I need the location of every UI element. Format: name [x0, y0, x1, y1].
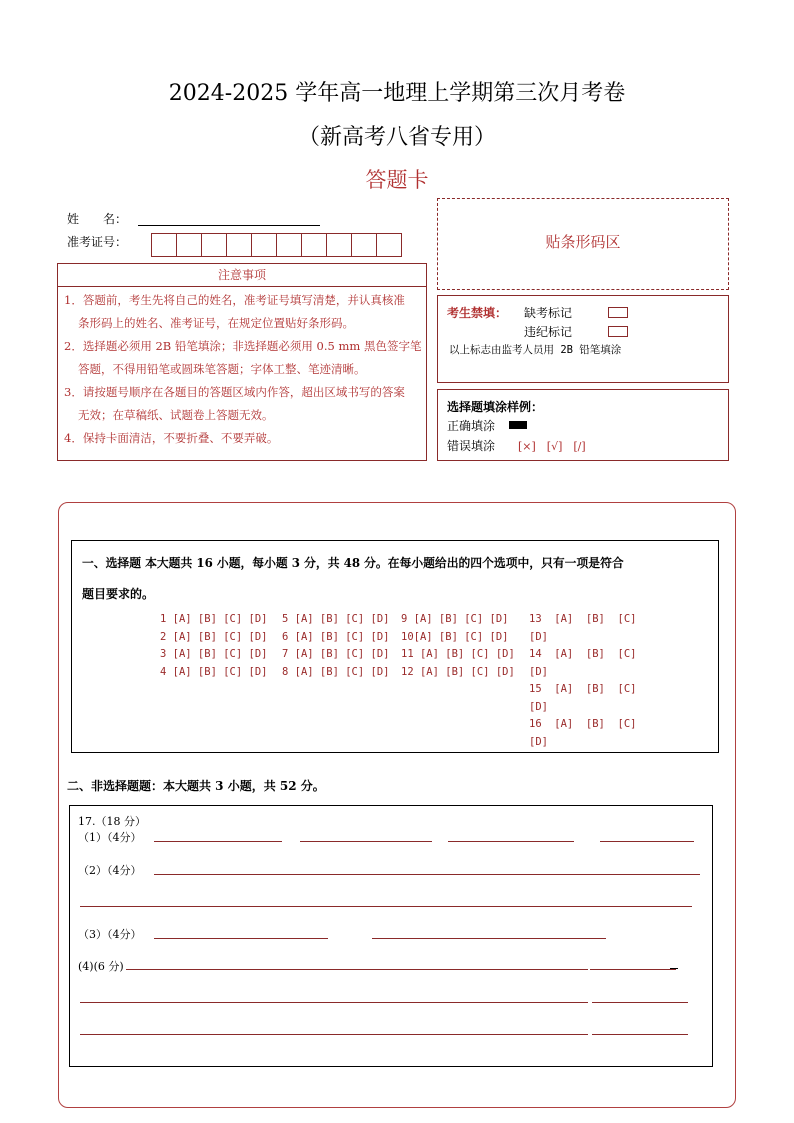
- correct-fill-mark: [509, 421, 527, 429]
- wrong-fill-label: 错误填涂: [447, 439, 496, 453]
- choice-row-q7[interactable]: 7 [A] [B] [C] [D]: [282, 648, 390, 660]
- choice-row-q14-d[interactable]: [D]: [529, 665, 548, 678]
- violation-checkbox[interactable]: [608, 326, 628, 337]
- choice-row-q2[interactable]: 2 [A] [B] [C] [D]: [160, 630, 268, 643]
- notice-item: 条形码上的姓名、准考证号，在规定位置贴好条形码。: [78, 316, 354, 330]
- choice-row-q16-d[interactable]: [D]: [529, 735, 548, 748]
- violation-label: 违纪标记: [524, 325, 573, 339]
- q17-part4-blank[interactable]: [592, 1002, 688, 1003]
- id-digit-box[interactable]: [176, 233, 202, 257]
- q17-box: [69, 805, 713, 1067]
- q17-part2-blank[interactable]: [80, 906, 692, 907]
- q17-part1-blank[interactable]: [154, 841, 282, 842]
- barcode-area: [437, 198, 729, 290]
- choice-row-q6[interactable]: 6 [A] [B] [C] [D]: [282, 630, 390, 643]
- notice-title: 注意事项: [57, 263, 427, 287]
- id-digit-box[interactable]: [201, 233, 227, 257]
- q17-part1-blank[interactable]: [448, 841, 574, 842]
- choice-row-q3[interactable]: 3 [A] [B] [C] [D]: [160, 648, 268, 660]
- id-digit-box[interactable]: [326, 233, 352, 257]
- wrong-fill-marks: [×] [√] [/]: [518, 440, 586, 453]
- id-digit-box[interactable]: [376, 233, 402, 257]
- nonchoice-section-title: 二、非选择题题：本大题共 3 小题，共 52 分。: [67, 779, 325, 793]
- q17-part4-blank[interactable]: [80, 1002, 588, 1003]
- q17-part4-blank[interactable]: [80, 1034, 588, 1035]
- exam-id-label: 准考证号：: [67, 235, 128, 249]
- forbidden-label: 考生禁填：: [447, 306, 508, 320]
- exam-id-boxes[interactable]: [151, 233, 401, 257]
- choice-row-q13[interactable]: 13 [A] [B] [C]: [529, 613, 637, 625]
- choice-row-q13-d[interactable]: [D]: [529, 630, 548, 643]
- q17-part4-blank[interactable]: [590, 969, 676, 970]
- correct-fill-label: 正确填涂: [447, 419, 496, 433]
- id-digit-box[interactable]: [351, 233, 377, 257]
- choice-column-4: [529, 611, 636, 751]
- choice-row-q16[interactable]: 16 [A] [B] [C]: [529, 718, 637, 730]
- forbidden-note: 以上标志由监考人员用 2B 铅笔填涂: [449, 344, 622, 356]
- choice-row-q14[interactable]: 14 [A] [B] [C]: [529, 648, 637, 660]
- choice-section: [71, 540, 719, 753]
- choice-section-title-cont: 题目要求的。: [82, 587, 155, 601]
- q17-part3-blank[interactable]: [372, 938, 606, 939]
- q17-part2-blank[interactable]: [154, 874, 700, 875]
- q17-part4-blank-end: [670, 968, 678, 969]
- choice-column-2: [282, 611, 389, 681]
- choice-row-q4[interactable]: 4 [A] [B] [C] [D]: [160, 665, 268, 678]
- choice-row-q12[interactable]: 12 [A] [B] [C] [D]: [401, 665, 515, 678]
- q17-part2-label: （2）（4分）: [78, 864, 142, 877]
- name-field[interactable]: [138, 225, 320, 226]
- exam-title: 2024-2025 学年高一地理上学期第三次月考卷: [168, 81, 626, 106]
- barcode-label: 贴条形码区: [545, 233, 621, 251]
- choice-row-q1[interactable]: 1 [A] [B] [C] [D]: [160, 613, 268, 625]
- absent-label: 缺考标记: [524, 306, 573, 320]
- q17-part3-blank[interactable]: [154, 938, 328, 939]
- choice-row-q10[interactable]: 10[A] [B] [C] [D]: [401, 630, 509, 643]
- q17-part1-blank[interactable]: [300, 841, 432, 842]
- choice-column-1: [160, 611, 267, 681]
- id-digit-box[interactable]: [301, 233, 327, 257]
- notice-item: 3．请按题号顺序在各题目的答题区域内作答，超出区域书写的答案: [64, 385, 405, 399]
- id-digit-box[interactable]: [226, 233, 252, 257]
- q17-part1-blank[interactable]: [600, 841, 694, 842]
- choice-column-3: [401, 611, 515, 681]
- choice-row-q15-d[interactable]: [D]: [529, 700, 548, 713]
- choice-row-q5[interactable]: 5 [A] [B] [C] [D]: [282, 613, 390, 625]
- choice-row-q9[interactable]: 9 [A] [B] [C] [D]: [401, 613, 509, 625]
- notice-item: 答题，不得用铅笔或圆珠笔答题；字体工整、笔迹清晰。: [78, 362, 366, 376]
- q17-part3-label: （3）（4分）: [78, 928, 142, 941]
- q17-part4-blank[interactable]: [126, 969, 588, 970]
- notice-item: 无效；在草稿纸、试题卷上答题无效。: [78, 408, 274, 422]
- choice-section-title: 一、选择题 本大题共 16 小题，每小题 3 分，共 48 分。在每小题给出的四个选项中，只有一项是符合: [82, 556, 624, 570]
- id-digit-box[interactable]: [251, 233, 277, 257]
- choice-row-q15[interactable]: 15 [A] [B] [C]: [529, 683, 637, 695]
- q17-part4-label: (4)(6 分): [78, 960, 124, 973]
- notice-item: 2．选择题必须用 2B 铅笔填涂；非选择题必须用 0.5 mm 黑色签字笔: [64, 339, 422, 353]
- q17-part4-blank[interactable]: [592, 1034, 688, 1035]
- notice-item: 1．答题前，考生先将自己的姓名，准考证号填写清楚，并认真核准: [64, 293, 405, 307]
- choice-row-q11[interactable]: 11 [A] [B] [C] [D]: [401, 648, 515, 660]
- fill-sample-label: 选择题填涂样例：: [447, 400, 544, 414]
- id-digit-box[interactable]: [151, 233, 177, 257]
- exam-subtitle: （新高考八省专用）: [297, 125, 496, 150]
- q17-title: 17.（18 分）: [78, 815, 146, 828]
- notice-box: [57, 286, 427, 461]
- card-label: 答题卡: [365, 168, 429, 192]
- forbidden-box: [437, 295, 729, 383]
- name-label: 姓 名：: [67, 212, 128, 226]
- id-digit-box[interactable]: [276, 233, 302, 257]
- fill-sample-box: [437, 389, 729, 461]
- q17-part1-label: （1）（4分）: [78, 831, 142, 844]
- notice-item: 4．保持卡面清洁，不要折叠、不要弄破。: [64, 431, 279, 445]
- choice-row-q8[interactable]: 8 [A] [B] [C] [D]: [282, 665, 390, 678]
- absent-checkbox[interactable]: [608, 307, 628, 318]
